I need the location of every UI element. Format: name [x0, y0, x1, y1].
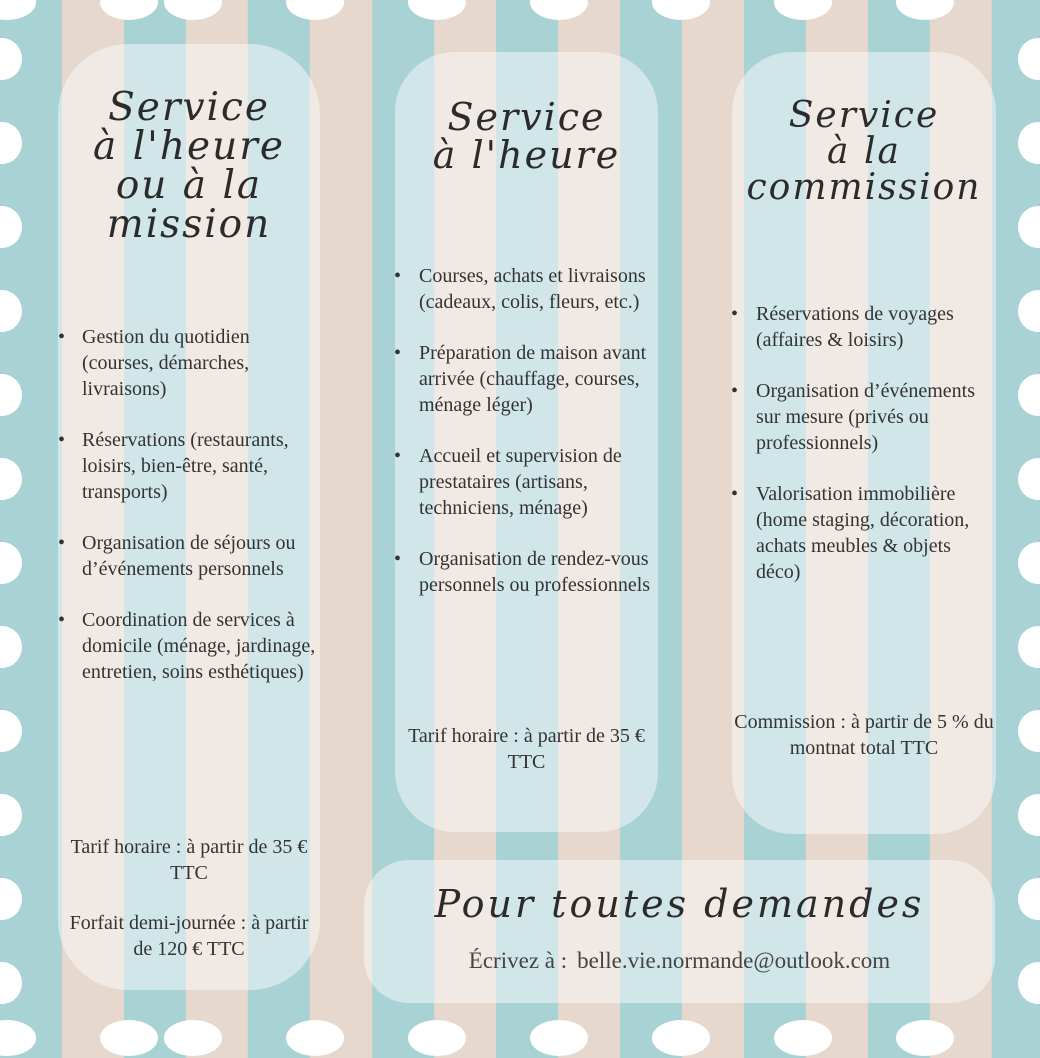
- contact-title: Pour toutes demandes: [434, 882, 925, 926]
- title-line: à l'heure: [432, 133, 621, 177]
- list-item: • Organisation d’événements sur mesure (privés ou professionnels): [756, 378, 996, 456]
- list-item: • Organisation de séjours ou d’événements personnels: [82, 530, 318, 582]
- service-list: [82, 324, 318, 710]
- service-list: [756, 301, 996, 610]
- scallop-dot: [0, 206, 22, 248]
- scallop-dot: [1018, 206, 1040, 248]
- scallop-dot: [1018, 290, 1040, 332]
- scallop-border-top: [0, 0, 1040, 22]
- scallop-dot: [286, 0, 344, 20]
- scallop-dot: [1018, 122, 1040, 164]
- title-line: commission: [746, 167, 982, 208]
- list-item: • Courses, achats et livraisons (cadeaux, colis, fleurs, etc.): [419, 263, 659, 315]
- scallop-dot: [0, 542, 22, 584]
- scallop-dot: [652, 0, 710, 20]
- title-line: mission: [106, 202, 272, 247]
- title-line: ou à la: [115, 163, 263, 208]
- scallop-dot: [774, 1020, 832, 1056]
- list-item: • Coordination de services à domicile (ménage, jardinage, entretien, soins esthétiques): [82, 607, 318, 685]
- title-line: Service: [788, 95, 940, 136]
- panel-title: [58, 85, 320, 247]
- contact-panel: [364, 860, 995, 1003]
- scallop-dot: [0, 962, 22, 1004]
- service-panel-hourly-or-mission: [58, 44, 320, 990]
- list-item: • Valorisation immobilière (home staging, décoration, achats meubles & objets déco): [756, 481, 996, 585]
- scallop-dot: [0, 458, 22, 500]
- scallop-dot: [0, 710, 22, 752]
- scallop-dot: [1018, 710, 1040, 752]
- service-panel-hourly: [395, 52, 658, 832]
- rate-commission: Commission : à partir de 5 % du montnat total TTC: [734, 711, 994, 759]
- list-item: • Gestion du quotidien (courses, démarches, livraisons): [82, 324, 318, 402]
- scallop-dot: [1018, 374, 1040, 416]
- title-line: Service: [447, 95, 606, 139]
- scallop-dot: [530, 1020, 588, 1056]
- contact-label: Écrivez à :: [468, 948, 568, 973]
- scallop-dot: [1018, 458, 1040, 500]
- scallop-dot: [530, 0, 588, 20]
- scallop-dot: [1018, 38, 1040, 80]
- panel-title: [395, 95, 658, 177]
- scallop-dot: [408, 1020, 466, 1056]
- scallop-dot: [286, 1020, 344, 1056]
- scallop-dot: [0, 122, 22, 164]
- scallop-dot: [896, 1020, 954, 1056]
- scallop-dot: [1018, 962, 1040, 1004]
- scallop-dot: [1018, 626, 1040, 668]
- scallop-dot: [0, 38, 22, 80]
- scallop-dot: [0, 878, 22, 920]
- scallop-border-left: [0, 0, 22, 1040]
- scallop-dot: [0, 290, 22, 332]
- scallop-dot: [408, 0, 466, 20]
- list-item: • Accueil et supervision de prestataires (artisans, techniciens, ménage): [419, 443, 659, 521]
- scallop-dot: [1018, 542, 1040, 584]
- contact-email: belle.vie.normande@outlook.com: [577, 948, 891, 973]
- rate-hourly: Tarif horaire : à partir de 35 € TTC: [70, 836, 308, 884]
- panel-title: [732, 95, 996, 208]
- scallop-dot: [100, 0, 158, 20]
- rate-half-day: Forfait demi-journée : à partir de 120 € TTC: [69, 912, 309, 960]
- list-item: • Réservations de voyages (affaires & loisirs): [756, 301, 996, 353]
- scallop-border-bottom: [0, 1018, 1040, 1058]
- list-item: • Réservations (restaurants, loisirs, bien-être, santé, transports): [82, 427, 318, 505]
- list-item: • Préparation de maison avant arrivée (chauffage, courses, ménage léger): [419, 340, 659, 418]
- contact-line: [364, 948, 995, 974]
- scallop-dot: [0, 794, 22, 836]
- scallop-border-right: [1018, 0, 1040, 1040]
- title-line: à l'heure: [93, 124, 285, 169]
- scallop-dot: [100, 1020, 158, 1056]
- scallop-dot: [0, 374, 22, 416]
- rate-hourly: Tarif horaire : à partir de 35 € TTC: [408, 725, 645, 773]
- title-line: Service: [108, 85, 270, 130]
- service-panel-commission: [732, 52, 996, 834]
- scallop-dot: [896, 0, 954, 20]
- list-item: • Organisation de rendez-vous personnels ou professionnels: [419, 546, 659, 598]
- scallop-dot: [1018, 794, 1040, 836]
- scallop-dot: [774, 0, 832, 20]
- scallop-dot: [164, 0, 222, 20]
- service-list: [419, 263, 659, 623]
- title-line: à la: [827, 131, 901, 172]
- scallop-dot: [0, 626, 22, 668]
- scallop-dot: [652, 1020, 710, 1056]
- scallop-dot: [1018, 878, 1040, 920]
- scallop-dot: [164, 1020, 222, 1056]
